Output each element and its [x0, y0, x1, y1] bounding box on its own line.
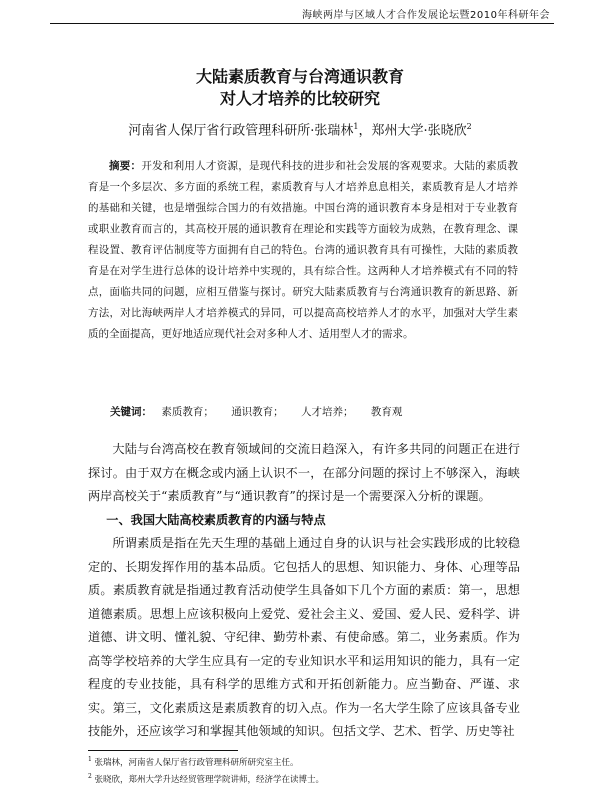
author-separator-dot: · [310, 123, 315, 139]
author-line [0, 118, 600, 140]
keyword-item: 人才培养； [301, 406, 354, 418]
footnote-2 [88, 770, 520, 787]
title-block [0, 66, 600, 140]
footnote-1 [88, 753, 520, 770]
intro-paragraph: 大陆与台湾高校在教育领域间的交流日趋深入，有许多共同的问题正在进行探讨。由于双方在概念或内涵上认识不一，在部分问题的探讨上不够深入，海峡两岸高校关于“素质教育”与“通识教育”的探讨是一个需要深入分析的课题。 [88, 442, 520, 503]
section-1-paragraph: 所谓素质是指在先天生理的基础上通过自身的认识与社会实践形成的比较稳定的、长期发挥作用的基本品质。它包括人的思想、知识能力、身体、心理等品质。素质教育就是指通过教育活动使学生具备如下几个方面的素质：第一，思想道德素质。思想上应该积极向上爱党、爱社会主义、爱国、爱人民、爱科学、讲道德、讲文明、懂礼貌、守纪律、勤劳朴素、有使命感。第二，业务素质。作为高等学校培养的大学生应具有一定的专业知识水平和运用知识的能力，具有一定程度的专业技能，具有科学的思维方式和开拓创新能力。应当勤奋、严谨、求实。第三，文化素质这是素质教育的切入点。作为一名大学生除了应该具备专业技能外，还应该学习和掌握其他领域的知识。包括文学、艺术、哲学、历史等社 [88, 536, 520, 738]
footnote-1-mark: 1 [88, 756, 92, 763]
title-line-2: 对人才培养的比较研究 [219, 89, 380, 108]
footnote-1-text: 张瑞林，河南省人保厅省行政管理科研所研究室主任。 [94, 757, 299, 768]
body-text [88, 438, 520, 744]
keyword-item: 素质教育； [161, 406, 214, 418]
title-line-1: 大陆素质教育与台湾通识教育 [195, 67, 404, 86]
author-1-footnote-mark: 1 [353, 122, 359, 131]
footnotes [88, 753, 520, 787]
section-1-heading: 一、我国大陆高校素质教育的内涵与特点 [106, 512, 326, 527]
header-rule [50, 23, 554, 24]
author-1-name: 张瑞林 [314, 123, 354, 139]
keyword-item: 通识教育； [231, 406, 284, 418]
footnote-rule [88, 750, 238, 751]
footnote-2-text: 张晓欣，郑州大学升达经贸管理学院讲师，经济学在读博士。 [94, 774, 325, 785]
author-separator-dot-2: · [423, 123, 428, 139]
abstract-label: 摘要： [109, 160, 142, 172]
keywords [110, 402, 530, 422]
abstract [88, 156, 518, 345]
author-2-footnote-mark: 2 [466, 122, 472, 131]
author-2-name: 张晓欣 [427, 123, 467, 139]
author-2-affiliation: 郑州大学 [371, 123, 424, 139]
keywords-label: 关键词： [110, 406, 152, 418]
abstract-text: 开发和利用人才资源，是现代科技的进步和社会发展的客观要求。大陆的素质教育是一个多层次、多方面的系统工程，素质教育与人才培养息息相关，素质教育是人才培养的基础和关键，也是增强综合国力的有效措施。中国台湾的通识教育本身是相对于专业教育或职业教育而言的，其高校开展的通识教育在理论和实践等方面较为成熟，在教育理念、课程设置、教育评估制度等方面拥有自己的特色。台湾的通识教育具有可操性，大陆的素质教育是在对学生进行总体的设计培养中实现的，具有综合性。这两种人才培养模式有不同的特点，面临共同的问题，应相互借鉴与探讨。研究大陆素质教育与台湾通识教育的新思路、新方法，对比海峡两岸人才培养模式的异同，可以提高高校培养人才的水平，加强对大学生素质的全面提高，更好地适应现代社会对多种人才、适用型人才的需求。 [88, 160, 519, 340]
author-1-affiliation: 河南省人保厅省行政管理科研所 [128, 123, 311, 139]
author-separator: ， [358, 123, 372, 139]
running-header: 海峡两岸与区域人才合作发展论坛暨2010年科研年会 [302, 10, 550, 21]
keyword-item: 教育观 [370, 406, 403, 418]
footnote-2-mark: 2 [88, 772, 92, 780]
